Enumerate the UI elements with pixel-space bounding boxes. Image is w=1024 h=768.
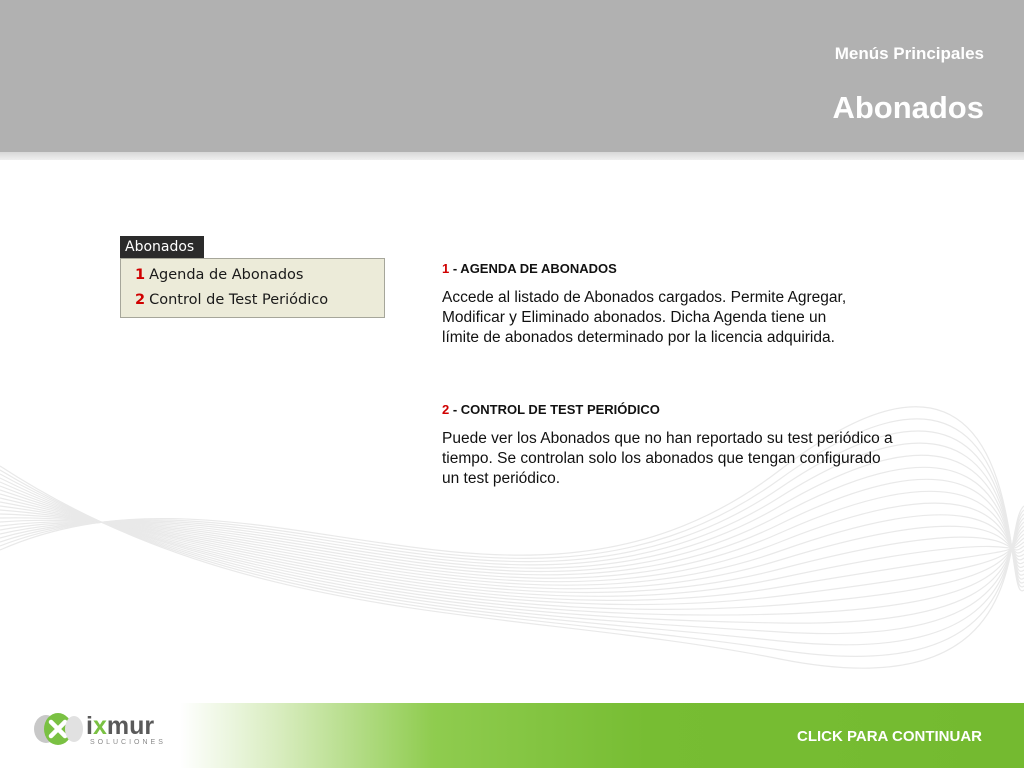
logo-letter-x: x — [92, 712, 107, 740]
wave-line — [0, 498, 1024, 600]
section-title: - AGENDA DE ABONADOS — [449, 261, 617, 276]
menu-screenshot-title: Abonados — [120, 236, 204, 258]
section-line: un test periódico. — [442, 470, 561, 487]
section-line: tiempo. Se controlan solo los abonados que tengan configurado — [442, 450, 881, 467]
section-heading-control-test — [442, 402, 660, 417]
section-number: 2 — [442, 402, 450, 417]
section-title: - CONTROL DE TEST PERIÓDICO — [449, 402, 660, 417]
header-subtitle: Menús Principales — [834, 44, 984, 63]
wave-line — [0, 502, 1024, 596]
section-line: límite de abonados determinado por la licencia adquirida. — [442, 329, 835, 346]
menu-item-label: Agenda de Abonados — [149, 267, 304, 283]
logo-letters: mur — [106, 712, 155, 740]
section-line: Puede ver los Abonados que no han reportado su test periódico a — [442, 430, 893, 447]
wave-line — [0, 470, 1024, 656]
section-heading-agenda — [442, 261, 617, 276]
header-divider — [0, 152, 1024, 160]
section-body-control-test — [442, 429, 942, 489]
logo-letter: i — [86, 712, 93, 740]
menu-item-label: Control de Test Periódico — [149, 292, 329, 308]
logo-tagline: SOLUCIONES — [90, 739, 166, 746]
logo-wordmark — [86, 712, 154, 741]
menu-item-agenda[interactable] — [135, 267, 303, 283]
wave-line — [0, 466, 1024, 668]
header-banner — [0, 0, 1024, 152]
wave-line — [0, 490, 1024, 609]
page-title: Abonados — [832, 90, 984, 125]
menu-screenshot-dropdown — [120, 258, 385, 318]
menu-item-number: 2 — [135, 292, 146, 308]
section-line: Modificar y Eliminado abonados. Dicha Agenda tiene un — [442, 309, 827, 326]
section-body-agenda — [442, 288, 942, 348]
continue-button[interactable]: CLICK PARA CONTINUAR — [797, 728, 982, 745]
menu-item-number: 1 — [135, 267, 146, 283]
menu-item-control-test[interactable] — [135, 292, 328, 308]
section-number: 1 — [442, 261, 450, 276]
menu-screenshot — [120, 236, 385, 320]
wave-line — [0, 478, 1024, 634]
wave-line — [0, 494, 1024, 605]
section-line: Accede al listado de Abonados cargados. Permite Agregar, — [442, 289, 847, 306]
